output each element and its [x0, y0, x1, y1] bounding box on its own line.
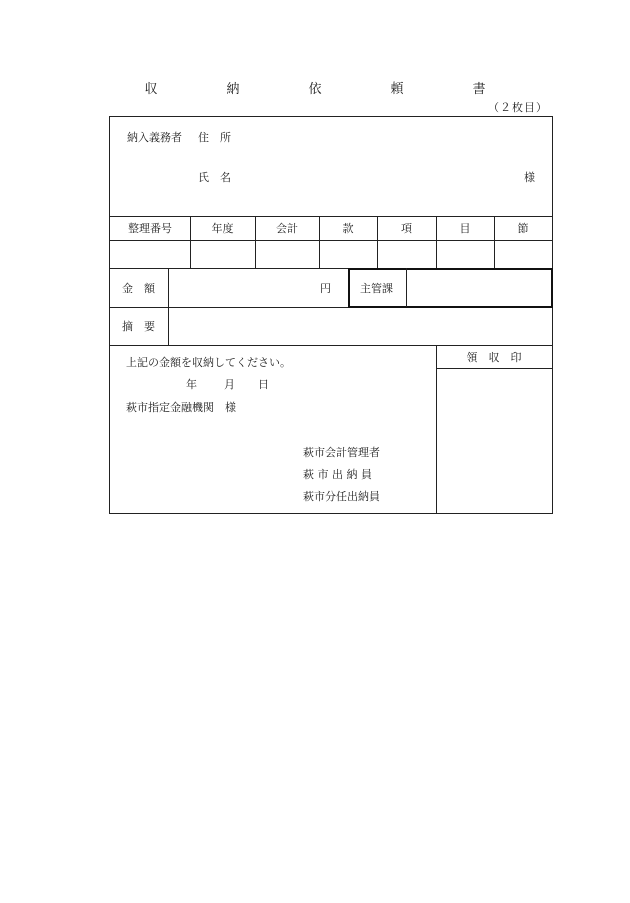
name-label: 氏 名 — [198, 171, 231, 184]
document-title: 収 納 依 頼 書 — [144, 82, 514, 97]
divider — [436, 368, 552, 369]
divider — [110, 216, 552, 217]
code-header-setsu: 節 — [517, 222, 529, 235]
request-text: 上記の金額を収納してください。 — [126, 356, 291, 369]
date-month-label: 月 — [224, 378, 235, 391]
yen-unit: 円 — [320, 282, 331, 295]
date-year-label: 年 — [186, 378, 197, 391]
address-label: 住 所 — [198, 131, 231, 144]
divider — [168, 268, 169, 345]
payment-request-form — [109, 116, 553, 514]
signer-sub-cashier: 萩市分任出納員 — [303, 490, 380, 503]
code-header-kan: 款 — [342, 222, 354, 235]
code-header-kaikei: 会計 — [276, 222, 298, 235]
honorific-label: 様 — [524, 171, 535, 184]
amount-label: 金 額 — [122, 282, 155, 295]
code-header-nendo: 年度 — [211, 222, 234, 235]
signer-accounting-manager: 萩市会計管理者 — [303, 446, 380, 459]
sheet-number: （２枚目） — [488, 101, 548, 114]
divider — [110, 345, 552, 346]
summary-label: 摘 要 — [122, 320, 155, 333]
code-header-moku: 目 — [459, 222, 471, 235]
signer-cashier: 萩 市 出 納 員 — [303, 468, 372, 481]
divider — [110, 240, 552, 241]
code-header-seiri: 整理番号 — [128, 222, 172, 235]
divider — [436, 345, 437, 513]
divider — [406, 268, 407, 307]
bank-label: 萩市指定金融機関 様 — [126, 401, 236, 414]
payer-label: 納入義務者 — [127, 131, 182, 144]
department-label: 主管課 — [360, 282, 393, 295]
date-day-label: 日 — [258, 378, 269, 391]
receipt-stamp-label: 領 収 印 — [466, 351, 522, 364]
code-header-kou: 項 — [401, 222, 412, 235]
